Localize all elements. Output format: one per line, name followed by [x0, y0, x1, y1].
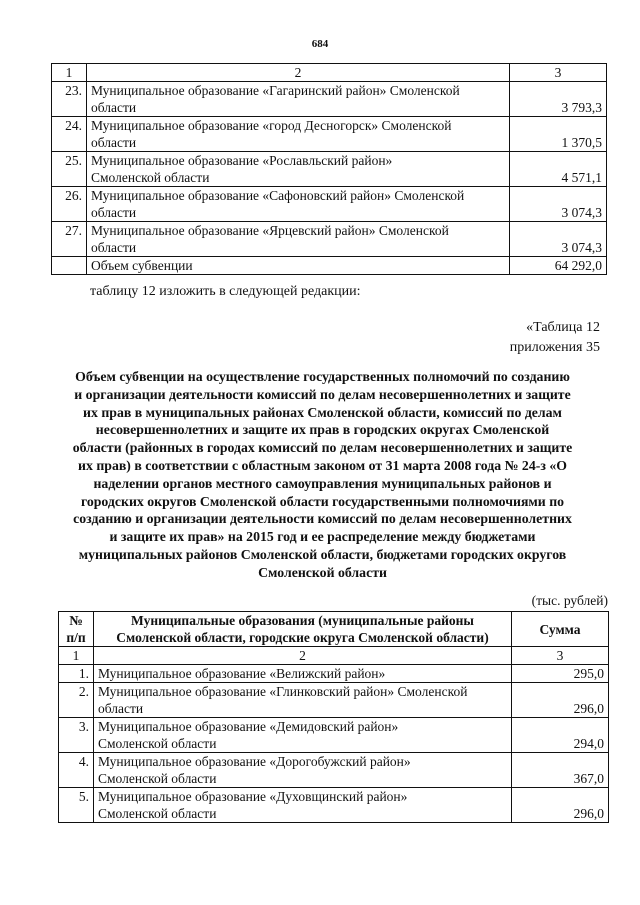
row-name-line: Муниципальное образование «Гагаринский район» Смоленской [91, 83, 460, 98]
table-row [59, 753, 609, 788]
row-name-line: Муниципальное образование «Демидовский район» [98, 719, 399, 734]
title-line: созданию и организации деятельности комиссий по делам несовершеннолетних [73, 511, 572, 527]
row-name [94, 665, 512, 683]
table-reference [510, 318, 600, 358]
table-row [52, 82, 607, 117]
row-name-line: области [91, 205, 137, 220]
row-sum: 367,0 [512, 753, 609, 788]
row-number: 25. [52, 152, 87, 187]
row-name-line: области [91, 135, 137, 150]
row-name-line: Смоленской области [91, 170, 210, 185]
title-line: их прав в муниципальных районах Смоленской области, комиссий по делам [83, 404, 562, 420]
row-number: 26. [52, 187, 87, 222]
table-index-row [59, 647, 609, 665]
row-name [87, 152, 510, 187]
row-name-line: Смоленской области [98, 736, 217, 751]
column-index: 3 [510, 64, 607, 82]
table-row [52, 222, 607, 257]
table-row [59, 683, 609, 718]
title-line: области (районных в городах комиссий по делам несовершеннолетних и защите [72, 440, 573, 456]
row-number: 3. [59, 718, 94, 753]
row-sum: 294,0 [512, 718, 609, 753]
row-sum: 3 074,3 [510, 222, 607, 257]
header-name-line: Муниципальные образования (муниципальные районы [131, 613, 474, 628]
row-name-line: Смоленской области [98, 771, 217, 786]
header-name-line: Смоленской области, городские округа Смоленской области) [116, 630, 489, 645]
row-name [94, 753, 512, 788]
row-number: 5. [59, 788, 94, 823]
title-line: несовершеннолетних и защите их прав в городских округах Смоленской [95, 422, 550, 438]
row-name-line: Муниципальное образование «Глинковский район» Смоленской [98, 684, 468, 699]
row-name-line: Муниципальное образование «Велижский район» [98, 666, 386, 681]
table-index-row [52, 64, 607, 82]
row-sum: 296,0 [512, 683, 609, 718]
row-name-line: Муниципальное образование «Ярцевский район» Смоленской [91, 223, 449, 238]
table-reference-line: «Таблица 12 [526, 320, 600, 335]
row-sum: 295,0 [512, 665, 609, 683]
units-label: (тыс. рублей) [531, 593, 608, 608]
row-name-line: области [91, 240, 137, 255]
row-sum: 1 370,5 [510, 117, 607, 152]
title-line: наделении органов местного самоуправления муниципальных районов и [93, 475, 552, 491]
row-name [87, 187, 510, 222]
header-name [94, 612, 512, 647]
header-number-line: № [69, 613, 83, 628]
row-sum: 4 571,1 [510, 152, 607, 187]
table-row [52, 187, 607, 222]
title-line: и защите их прав» на 2015 год и ее распределение между бюджетами [109, 529, 536, 545]
table-header-row [59, 612, 609, 647]
column-index: 1 [52, 64, 87, 82]
row-sum: 3 074,3 [510, 187, 607, 222]
total-label: Объем субвенции [87, 257, 510, 275]
column-index: 2 [94, 647, 512, 665]
row-number: 24. [52, 117, 87, 152]
row-name [87, 117, 510, 152]
row-number: 27. [52, 222, 87, 257]
intro-text: таблицу 12 изложить в следующей редакции: [90, 284, 361, 299]
continued-table [51, 63, 607, 275]
table-row [59, 665, 609, 683]
subvention-table [58, 611, 609, 823]
row-name-line: Смоленской области [98, 806, 217, 821]
total-sum: 64 292,0 [510, 257, 607, 275]
table-row [59, 788, 609, 823]
row-name-line: Муниципальное образование «Сафоновский район» Смоленской [91, 188, 465, 203]
row-name [94, 718, 512, 753]
row-sum: 296,0 [512, 788, 609, 823]
row-name-line: Муниципальное образование «Дорогобужский район» [98, 754, 411, 769]
row-name-line: Муниципальное образование «город Десногорск» Смоленской [91, 118, 452, 133]
table-row [59, 718, 609, 753]
header-number-line: п/п [66, 630, 86, 645]
document-title [40, 368, 605, 582]
total-row [52, 257, 607, 275]
row-name [87, 82, 510, 117]
total-number-cell [52, 257, 87, 275]
title-line: городских округов Смоленской области государственными полномочиями по [80, 493, 565, 509]
row-name [87, 222, 510, 257]
title-line: и организации деятельности комиссий по делам несовершеннолетних и защите [74, 386, 571, 402]
row-number: 23. [52, 82, 87, 117]
title-line: Смоленской области [258, 564, 387, 580]
title-line: их прав) в соответствии с областным законом от 31 марта 2008 года № 24-з «О [78, 457, 567, 473]
row-number: 1. [59, 665, 94, 683]
column-index: 1 [59, 647, 94, 665]
title-line: муниципальных районов Смоленской области, бюджетами городских округов [78, 546, 567, 562]
page-number: 684 [311, 38, 329, 50]
row-name-line: Муниципальное образование «Духовщинский район» [98, 789, 408, 804]
row-name [94, 788, 512, 823]
row-name-line: области [98, 701, 144, 716]
table-row [52, 117, 607, 152]
header-sum: Сумма [512, 612, 609, 647]
column-index: 3 [512, 647, 609, 665]
row-name-line: области [91, 100, 137, 115]
title-line: Объем субвенции на осуществление государственных полномочий по созданию [75, 369, 570, 384]
column-index: 2 [87, 64, 510, 82]
row-name [94, 683, 512, 718]
table-reference-line: приложения 35 [509, 340, 600, 355]
table-row [52, 152, 607, 187]
row-sum: 3 793,3 [510, 82, 607, 117]
header-number [59, 612, 94, 647]
row-number: 4. [59, 753, 94, 788]
row-number: 2. [59, 683, 94, 718]
row-name-line: Муниципальное образование «Рославльский район» [91, 153, 393, 168]
